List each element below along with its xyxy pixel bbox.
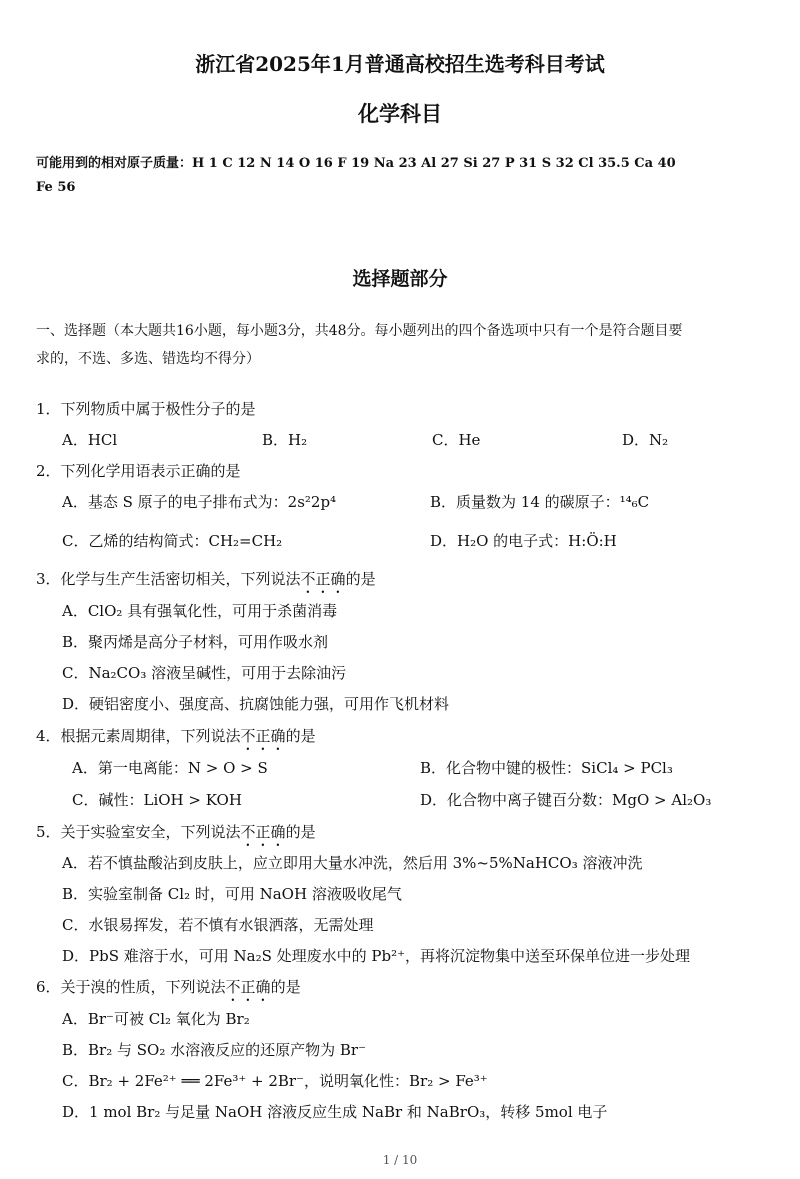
question-5-stem-emphasis: 不正确 [240, 823, 286, 841]
atomic-masses-line2: Fe 56 [36, 180, 76, 195]
instructions-line2: 求的，不选、多选、错选均不得分） [36, 351, 260, 367]
subject-title: 化学科目 [358, 101, 442, 126]
question-4-stem [36, 725, 316, 754]
instructions-line1: 一、选择题（本大题共16小题，每小题3分，共48分。每小题列出的四个备选项中只有一个是符合题目要 [36, 323, 683, 339]
question-2-option-d: D．H₂O 的电子式：H:Ö:H [430, 532, 617, 550]
question-5-stem-text: 5．关于实验室安全，下列说法 [36, 823, 241, 841]
question-3-option-c: C．Na₂CO₃ 溶液呈碱性，可用于去除油污 [62, 664, 347, 682]
question-1-stem: 1．下列物质中属于极性分子的是 [36, 400, 256, 418]
section-title: 选择题部分 [352, 268, 448, 290]
question-3-stem [36, 568, 376, 597]
question-6-stem-tail: 的是 [270, 978, 301, 996]
question-3-option-b: B．聚丙烯是高分子材料，可用作吸水剂 [62, 633, 329, 651]
question-3-option-d: D．硬铝密度小、强度高、抗腐蚀能力强，可用作飞机材料 [62, 695, 450, 713]
question-1-option-a: A．HCl [62, 431, 118, 449]
atomic-masses-line1: 可能用到的相对原子质量：H 1 C 12 N 14 O 16 F 19 Na 23 Al 27 Si 27 P 31 S 32 Cl 35.5 Ca 40 [36, 156, 676, 171]
question-5-stem [36, 821, 316, 850]
exam-title: 浙江省2025年1月普通高校招生选考科目考试 [195, 52, 605, 76]
question-6-stem-text: 6．关于溴的性质，下列说法 [36, 978, 226, 996]
question-4-option-b: B．化合物中键的极性：SiCl₄ > PCl₃ [420, 759, 673, 777]
question-5-option-c: C．水银易挥发，若不慎有水银洒落，无需处理 [62, 916, 374, 934]
question-6-stem-emphasis: 不正确 [225, 978, 271, 996]
question-3-stem-tail: 的是 [345, 570, 376, 588]
question-1-option-d: D．N₂ [622, 431, 669, 449]
question-4-stem-tail: 的是 [285, 727, 316, 745]
question-5-option-d: D．PbS 难溶于水，可用 Na₂S 处理废水中的 Pb²⁺，再将沉淀物集中送至环保单位进一步处理 [62, 947, 691, 965]
question-6-stem [36, 976, 301, 1005]
question-2-option-c: C．乙烯的结构简式：CH₂=CH₂ [62, 532, 283, 550]
question-6-option-b: B．Br₂ 与 SO₂ 水溶液反应的还原产物为 Br⁻ [62, 1041, 367, 1059]
question-6-option-a: A．Br⁻可被 Cl₂ 氧化为 Br₂ [62, 1010, 250, 1028]
question-4-option-d: D．化合物中离子键百分数：MgO > Al₂O₃ [420, 791, 712, 809]
question-4-option-c: C．碱性：LiOH > KOH [72, 791, 242, 809]
question-2-option-a: A．基态 S 原子的电子排布式为：2s²2p⁴ [62, 493, 337, 511]
question-5-option-a: A．若不慎盐酸沾到皮肤上，应立即用大量水冲洗，然后用 3%~5%NaHCO₃ 溶液冲洗 [62, 854, 643, 872]
question-3-stem-emphasis: 不正确 [300, 570, 346, 588]
question-6-option-d: D．1 mol Br₂ 与足量 NaOH 溶液反应生成 NaBr 和 NaBrO₃，转移 5mol 电子 [62, 1103, 608, 1121]
question-1-option-c: C．He [432, 431, 481, 449]
question-3-stem-text: 3．化学与生产生活密切相关，下列说法 [36, 570, 301, 588]
question-4-option-a: A．第一电离能：N > O > S [72, 759, 268, 777]
question-2-option-b: B．质量数为 14 的碳原子：¹⁴₆C [430, 493, 650, 511]
question-1-option-b: B．H₂ [262, 431, 308, 449]
page-number: 1 / 10 [382, 1153, 418, 1167]
question-4-stem-text: 4．根据元素周期律，下列说法 [36, 727, 241, 745]
question-2-stem: 2．下列化学用语表示正确的是 [36, 462, 241, 480]
question-5-stem-tail: 的是 [285, 823, 316, 841]
question-5-option-b: B．实验室制备 Cl₂ 时，可用 NaOH 溶液吸收尾气 [62, 885, 402, 903]
question-3-option-a: A．ClO₂ 具有强氧化性，可用于杀菌消毒 [62, 602, 338, 620]
question-6-option-c: C．Br₂ + 2Fe²⁺ ══ 2Fe³⁺ + 2Br⁻，说明氧化性：Br₂ > Fe³⁺ [62, 1072, 488, 1090]
question-4-stem-emphasis: 不正确 [240, 727, 286, 745]
